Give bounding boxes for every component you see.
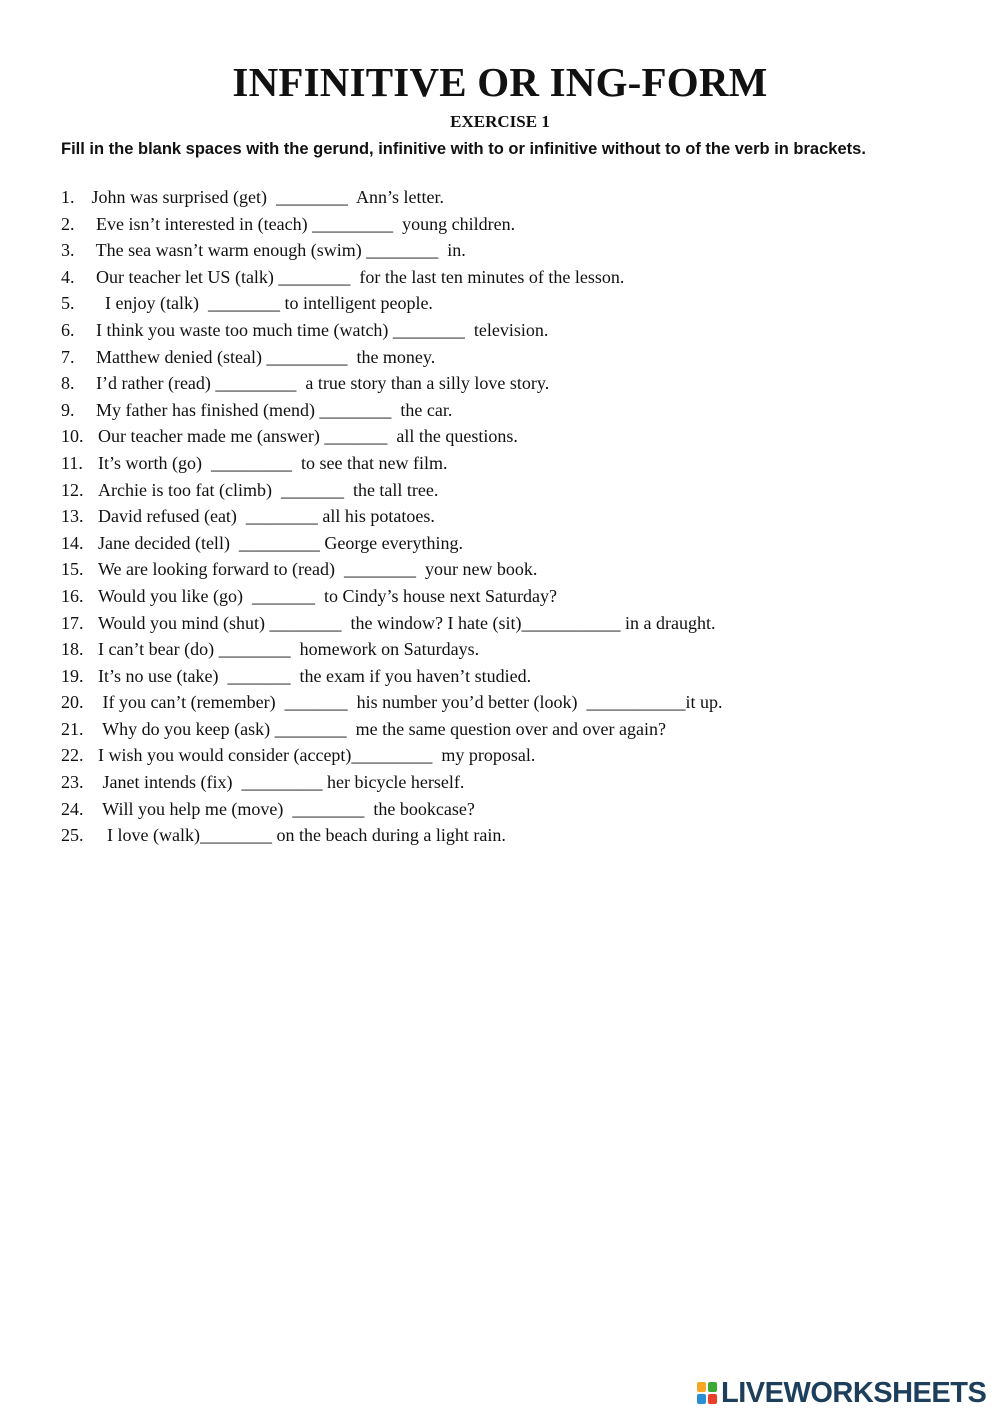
item-sentence: Matthew denied (steal) _________ the money. xyxy=(87,346,436,367)
item-number: 25. xyxy=(61,825,84,846)
exercise-item xyxy=(61,556,961,583)
instructions: Fill in the blank spaces with the gerund, infinitive with to or infinitive without to of the verb in brackets. xyxy=(61,140,866,158)
exercise-item xyxy=(61,636,961,663)
item-number: 3. xyxy=(61,240,75,261)
item-sentence: I can’t bear (do) ________ homework on Saturdays. xyxy=(98,639,480,660)
item-number: 15. xyxy=(61,559,84,580)
item-number: 6. xyxy=(61,319,75,340)
item-number: 13. xyxy=(61,506,84,527)
exercise-list xyxy=(61,184,961,849)
item-number: 11. xyxy=(61,452,83,473)
item-sentence: Janet intends (fix) _________ her bicycle herself. xyxy=(98,772,465,793)
item-number: 19. xyxy=(61,665,84,686)
item-number: 7. xyxy=(61,346,75,367)
item-number: 4. xyxy=(61,266,75,287)
exercise-item xyxy=(61,450,961,477)
item-sentence: Archie is too fat (climb) _______ the tall tree. xyxy=(98,479,439,500)
item-sentence: Eve isn’t interested in (teach) _________ young children. xyxy=(87,213,516,234)
item-number: 1. xyxy=(61,187,75,207)
item-sentence: Would you mind (shut) ________ the window? I hate (sit)___________ in a draught. xyxy=(98,612,716,633)
exercise-item xyxy=(61,663,961,690)
liveworksheets-logo xyxy=(697,1378,986,1408)
item-number: 2. xyxy=(61,213,75,234)
item-sentence: Our teacher made me (answer) _______ all the questions. xyxy=(98,426,518,447)
exercise-item xyxy=(61,822,961,849)
item-sentence: I wish you would consider (accept)_________ my proposal. xyxy=(98,745,536,766)
item-number: 16. xyxy=(61,585,84,606)
item-sentence: I enjoy (talk) ________ to intelligent people. xyxy=(87,293,433,314)
item-sentence: I’d rather (read) _________ a true story than a silly love story. xyxy=(87,373,550,394)
exercise-item xyxy=(61,370,961,397)
item-number: 21. xyxy=(61,718,84,739)
exercise-item xyxy=(61,211,961,238)
item-number: 20. xyxy=(61,692,84,713)
item-sentence: If you can’t (remember) _______ his number you’d better (look) ___________it up. xyxy=(98,692,723,713)
exercise-item xyxy=(61,344,961,371)
exercise-item xyxy=(61,290,961,317)
exercise-item xyxy=(61,583,961,610)
item-number: 14. xyxy=(61,532,84,553)
item-sentence: John was surprised (get) ________ Ann’s letter. xyxy=(87,187,444,207)
item-sentence: The sea wasn’t warm enough (swim) ________ in. xyxy=(87,240,466,261)
logo-mark-icon xyxy=(697,1382,717,1404)
exercise-item xyxy=(61,769,961,796)
exercise-item xyxy=(61,317,961,344)
item-sentence: Jane decided (tell) _________ George everything. xyxy=(98,532,464,553)
exercise-item xyxy=(61,796,961,823)
exercise-item xyxy=(61,716,961,743)
exercise-item xyxy=(61,689,961,716)
page-title: INFINITIVE OR ING-FORM xyxy=(232,59,768,105)
exercise-item xyxy=(61,264,961,291)
item-sentence: I think you waste too much time (watch) ________ television. xyxy=(87,319,549,340)
exercise-item xyxy=(61,503,961,530)
item-number: 12. xyxy=(61,479,84,500)
item-sentence: My father has finished (mend) ________ the car. xyxy=(87,399,453,420)
item-number: 9. xyxy=(61,399,75,420)
item-number: 22. xyxy=(61,745,84,766)
item-sentence: Would you like (go) _______ to Cindy’s house next Saturday? xyxy=(98,585,557,606)
item-number: 8. xyxy=(61,373,75,394)
exercise-item xyxy=(61,397,961,424)
logo-text: LIVEWORKSHEETS xyxy=(721,1376,987,1409)
exercise-subtitle: EXERCISE 1 xyxy=(450,112,550,131)
item-number: 17. xyxy=(61,612,84,633)
item-number: 23. xyxy=(61,772,84,793)
item-sentence: David refused (eat) ________ all his potatoes. xyxy=(98,506,435,527)
exercise-item xyxy=(61,530,961,557)
exercise-item xyxy=(61,610,961,637)
item-number: 5. xyxy=(61,293,75,314)
exercise-item xyxy=(61,184,961,211)
item-number: 10. xyxy=(61,426,84,447)
item-number: 18. xyxy=(61,639,84,660)
item-sentence: It’s no use (take) _______ the exam if you haven’t studied. xyxy=(98,665,532,686)
exercise-item xyxy=(61,237,961,264)
item-number: 24. xyxy=(61,798,84,819)
item-sentence: It’s worth (go) _________ to see that new film. xyxy=(98,452,448,473)
item-sentence: Why do you keep (ask) ________ me the same question over and over again? xyxy=(98,718,667,739)
item-sentence: Will you help me (move) ________ the bookcase? xyxy=(98,798,475,819)
exercise-item xyxy=(61,477,961,504)
exercise-item xyxy=(61,742,961,769)
item-sentence: I love (walk)________ on the beach during a light rain. xyxy=(98,825,506,846)
item-sentence: Our teacher let US (talk) ________ for the last ten minutes of the lesson. xyxy=(87,266,625,287)
item-sentence: We are looking forward to (read) ________ your new book. xyxy=(98,559,538,580)
exercise-item xyxy=(61,423,961,450)
